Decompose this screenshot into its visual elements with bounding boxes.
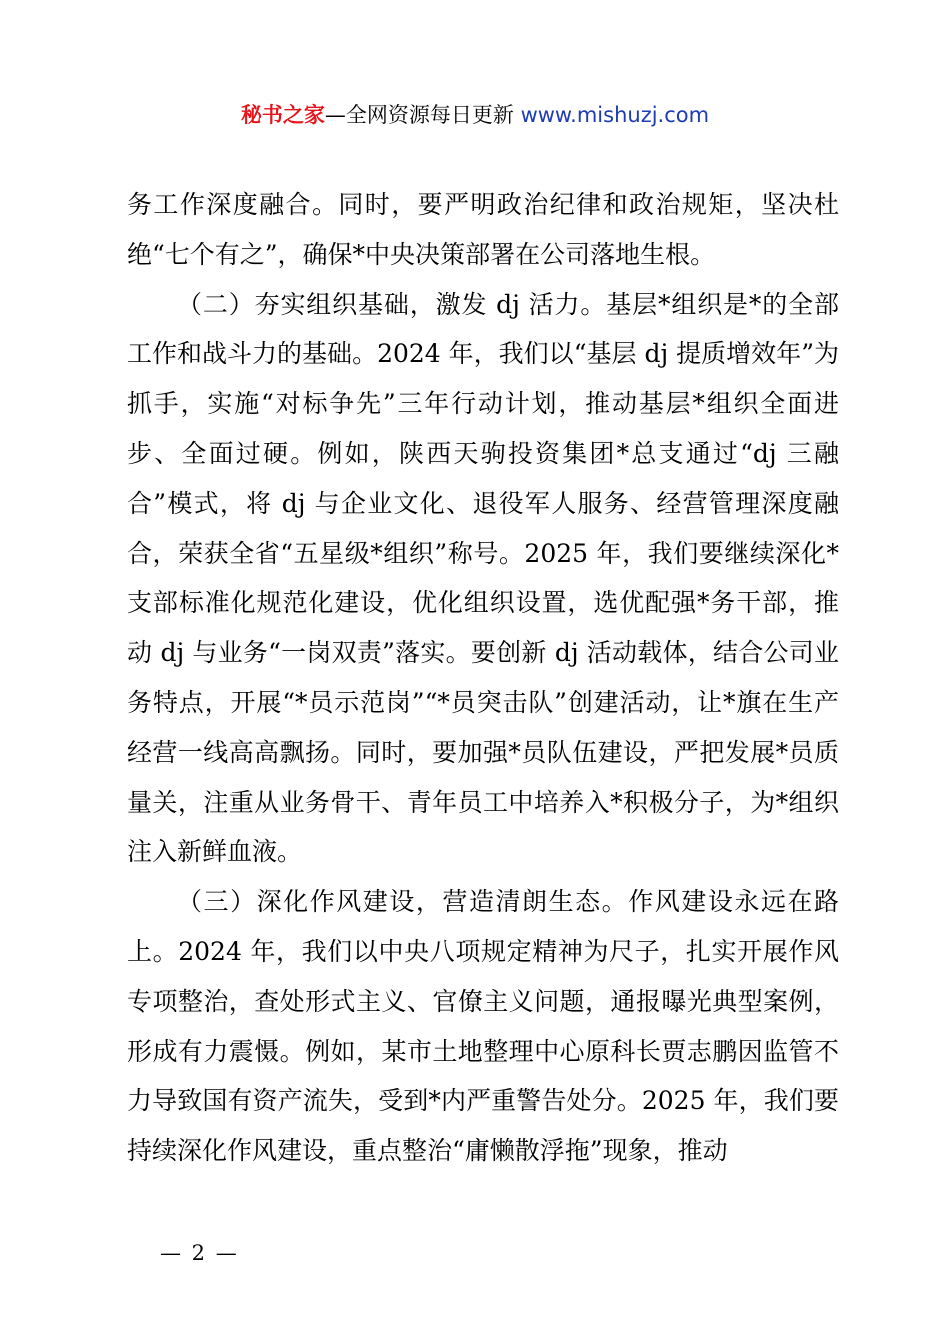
paragraph-section-three: （三）深化作风建设，营造清朗生态。作风建设永远在路上。2024 年，我们以中央八项规定精神为尺子，扎实开展作风专项整治，查处形式主义、官僚主义问题，通报曝光典型案例，形成有力震慑。例如，某市土地整理中心原科长贾志鹏因监管不力导致国有资产流失，受到*内严重警告处分。2025 年，我们要持续深化作风建设，重点整治“庸懒散浮拖”现象，推动 [127,887,839,1166]
paragraph-section-two: （二）夯实组织基础，激发 dj 活力。基层*组织是*的全部工作和战斗力的基础。2024 年，我们以“基层 dj 提质增效年”为抓手，实施“对标争先”三年行动计划，推动基层*组织全面进步、全面过硬。例如，陕西天驹投资集团*总支通过“dj 三融合”模式，将 dj 与企业文化、退役军人服务、经营管理深度融合，荣获全省“五星级*组织”称号。2025 年，我们要继续深化*支部标准化规范化建设，优化组织设置，选优配强*务干部，推动 dj 与业务“一岗双责”落实。要创新 dj 活动载体，结合公司业务特点，开展“*员示范岗”“*员突击队”创建活动，让*旗在生产经营一线高高飘扬。同时，要加强*员队伍建设，严把发展*员质量关，注重从业务骨干、青年员工中培养入*积极分子，为*组织注入新鲜血液。 [127,289,839,867]
site-header [0,100,950,130]
paragraph-continuation: 务工作深度融合。同时，要严明政治纪律和政治规矩，坚决杜绝“七个有之”，确保*中央决策部署在公司落地生根。 [127,190,839,269]
document-body [127,180,839,1176]
header-tagline: —全网资源每日更新 [324,103,514,127]
brand-name: 秘书之家 [240,103,325,127]
page-number: — 2 — [160,1241,239,1265]
site-url-link[interactable]: www.mishuzj.com [520,103,710,127]
